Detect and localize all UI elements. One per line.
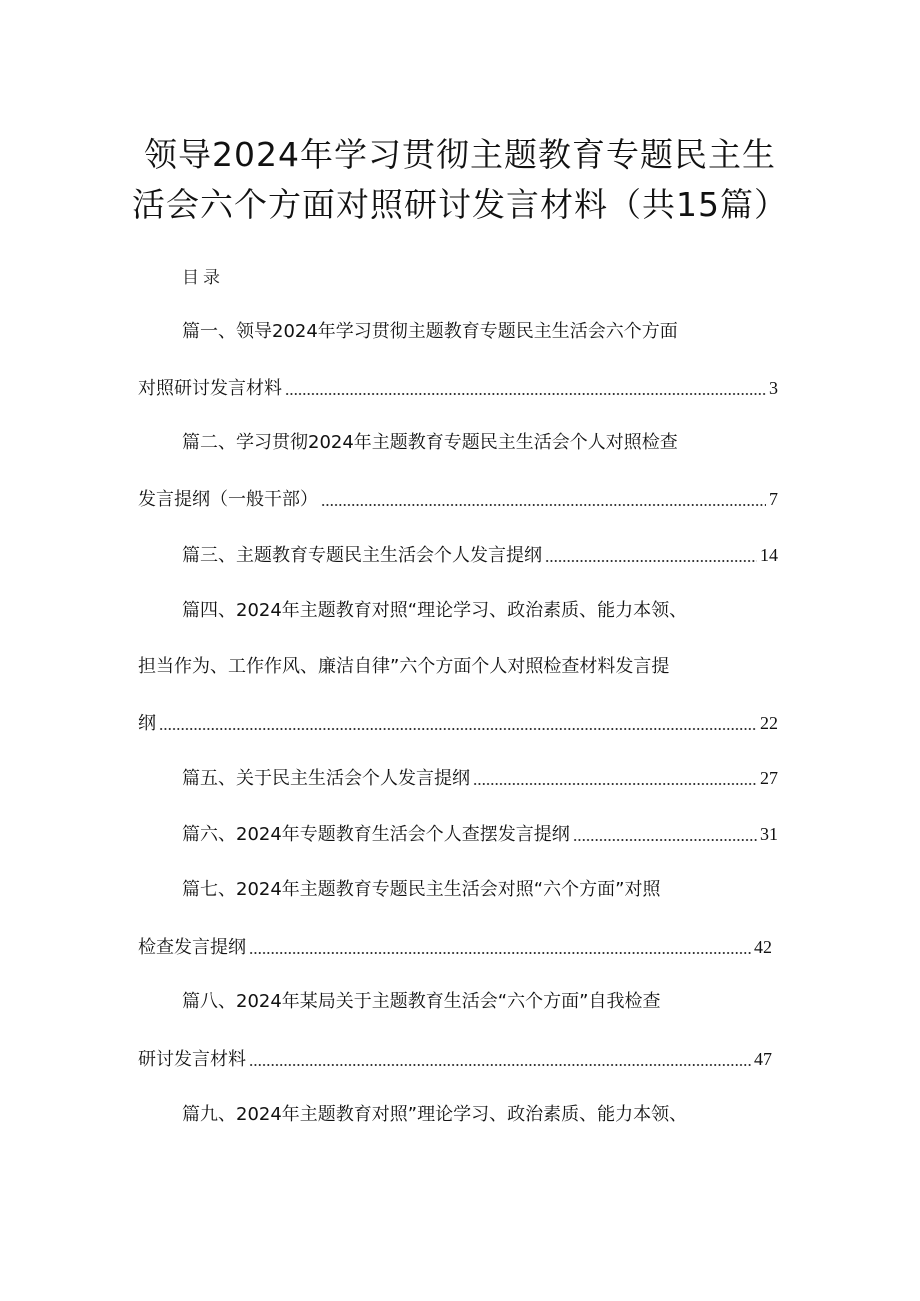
toc-entry-text: 发言提纲（一般干部） bbox=[138, 489, 318, 510]
toc-entry-text: 研讨发言材料 bbox=[138, 1049, 246, 1070]
toc-entry-8-line-2[interactable] bbox=[138, 1043, 772, 1075]
toc-entry-text: 篇三、主题教育专题民主生活会个人发言提纲 bbox=[182, 545, 542, 566]
toc-entry-7-line-2[interactable] bbox=[138, 931, 772, 963]
toc-entry-text: 篇四、2024年主题教育对照“理论学习、政治素质、能力本领、 bbox=[182, 600, 688, 621]
toc-entry-3-line-1[interactable] bbox=[182, 539, 778, 571]
toc-entry-text: 篇一、领导2024年学习贯彻主题教育专题民主生活会六个方面 bbox=[182, 321, 678, 342]
toc-entry-text: 担当作为、工作作风、廉洁自律”六个方面个人对照检查材料发言提 bbox=[138, 656, 670, 677]
toc-page-number: 31 bbox=[760, 824, 778, 844]
dot-leader bbox=[473, 782, 757, 786]
dot-leader bbox=[249, 1063, 751, 1067]
toc-page-number: 47 bbox=[754, 1049, 772, 1069]
toc-page-number: 3 bbox=[769, 378, 778, 398]
toc-entry-9-line-1[interactable] bbox=[182, 1099, 778, 1131]
toc-heading: 目录 bbox=[182, 268, 224, 288]
dot-leader bbox=[573, 838, 757, 842]
toc-page-number: 7 bbox=[769, 489, 778, 509]
toc-entry-1-line-1[interactable] bbox=[182, 316, 778, 348]
toc-entry-1-line-2[interactable] bbox=[138, 372, 778, 404]
toc-entry-8-line-1[interactable] bbox=[182, 986, 778, 1018]
toc-entry-text: 检查发言提纲 bbox=[138, 937, 246, 958]
toc-entry-2-line-2[interactable] bbox=[138, 483, 778, 515]
toc-entry-text: 篇九、2024年主题教育对照”理论学习、政治素质、能力本领、 bbox=[182, 1104, 688, 1125]
toc-entry-4-line-3[interactable] bbox=[138, 707, 778, 739]
toc-entry-text: 篇五、关于民主生活会个人发言提纲 bbox=[182, 768, 470, 789]
dot-leader bbox=[285, 392, 766, 396]
document-title bbox=[100, 130, 820, 230]
dot-leader bbox=[545, 559, 757, 563]
toc-page-number: 27 bbox=[760, 768, 778, 788]
title-line-1: 领导2024年学习贯彻主题教育专题民主生 bbox=[144, 135, 776, 174]
toc-page-number: 14 bbox=[760, 545, 778, 565]
toc-entry-2-line-1[interactable] bbox=[182, 427, 778, 459]
title-line-2: 活会六个方面对照研讨发言材料（共15篇） bbox=[132, 185, 788, 224]
toc-entry-text: 篇二、学习贯彻2024年主题教育专题民主生活会个人对照检查 bbox=[182, 432, 678, 453]
toc-entry-text: 篇七、2024年主题教育专题民主生活会对照“六个方面”对照 bbox=[182, 879, 661, 900]
dot-leader bbox=[321, 503, 766, 507]
toc-page-number: 22 bbox=[760, 713, 778, 733]
dot-leader bbox=[249, 951, 751, 955]
toc-entry-4-line-1[interactable] bbox=[182, 595, 778, 627]
toc-entry-text: 篇八、2024年某局关于主题教育生活会“六个方面”自我检查 bbox=[182, 991, 661, 1012]
toc-entry-text: 对照研讨发言材料 bbox=[138, 378, 282, 399]
dot-leader bbox=[159, 727, 757, 731]
toc-page-number: 42 bbox=[754, 937, 772, 957]
toc-entry-4-line-2[interactable] bbox=[138, 651, 778, 683]
toc-entry-6-line-1[interactable] bbox=[182, 818, 778, 850]
toc-entry-5-line-1[interactable] bbox=[182, 762, 778, 794]
toc-entry-text: 纲 bbox=[138, 713, 156, 734]
toc-entry-text: 篇六、2024年专题教育生活会个人查摆发言提纲 bbox=[182, 824, 570, 845]
toc-entry-7-line-1[interactable] bbox=[182, 874, 778, 906]
